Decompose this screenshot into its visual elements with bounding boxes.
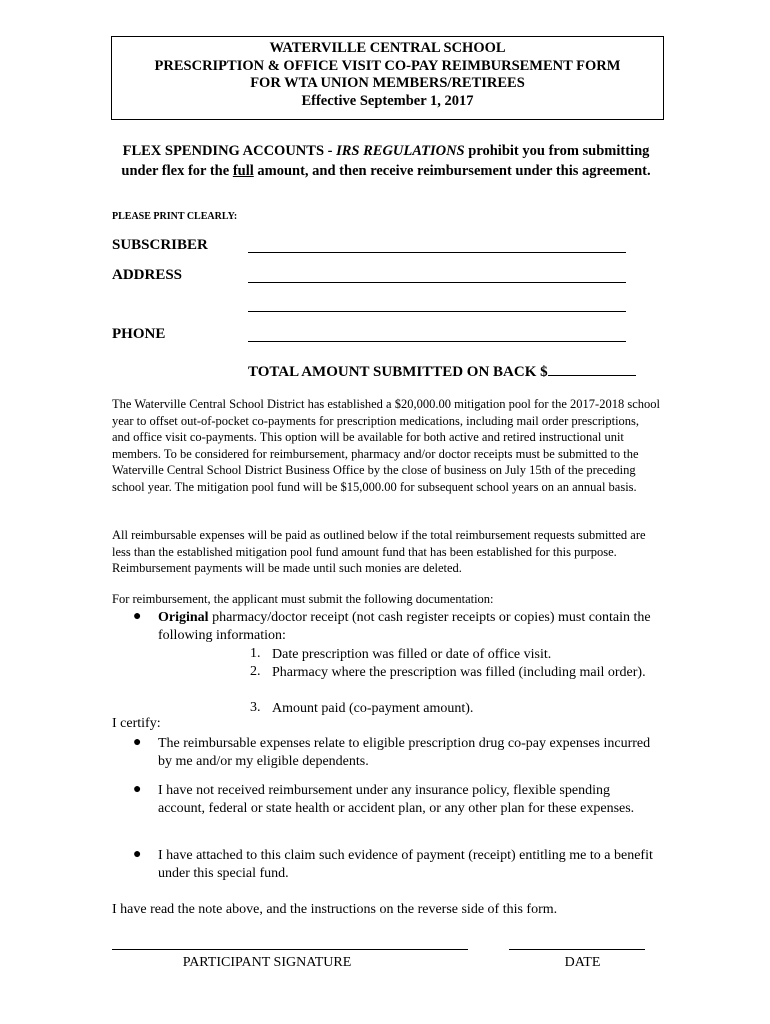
full-underlined: full (232, 163, 254, 179)
address-field-line-2[interactable] (248, 311, 626, 312)
list-number: 3. (250, 700, 261, 715)
certify-label: I certify: (112, 716, 161, 731)
form-header (111, 36, 664, 120)
list-number: 2. (250, 664, 261, 679)
original-receipt-item: Original pharmacy/doctor receipt (not cash register receipts or copies) must contain the following information: (158, 610, 651, 643)
print-clearly-label: PLEASE PRINT CLEARLY: (112, 211, 238, 222)
school-name: WATERVILLE CENTRAL SCHOOL (269, 40, 506, 56)
date-label: DATE (564, 955, 601, 970)
address-field-line-1[interactable] (248, 282, 626, 283)
participant-signature-field[interactable] (112, 949, 468, 950)
certify-item: I have attached to this claim such evidence of payment (receipt) entitling me to a benefit under this special fund. (158, 848, 653, 881)
total-amount-field[interactable] (548, 361, 636, 376)
requirement-amount: Amount paid (co-payment amount). (272, 701, 474, 716)
certify-item: I have not received reimbursement under any insurance policy, flexible spending account, federal or state health or accident plan, or any other plan for these expenses. (158, 783, 635, 816)
phone-field[interactable] (248, 341, 626, 342)
flex-spending-notice: FLEX SPENDING ACCOUNTS - IRS REGULATIONS prohibit you from submitting under flex for the full amount, and then receive reimbursement under this agreement. (121, 143, 651, 179)
bullet-icon: ● (133, 735, 142, 750)
requirement-date: Date prescription was filled or date of office visit. (272, 647, 552, 662)
subscriber-label: SUBSCRIBER (112, 237, 208, 253)
requirement-pharmacy: Pharmacy where the prescription was filled (including mail order). (272, 665, 646, 680)
bullet-icon: ● (133, 847, 142, 862)
reimbursable-expenses-paragraph: All reimbursable expenses will be paid as outlined below if the total reimbursement requests submitted are less than the established mitigation pool fund amount fund that has been established for this purpose. Reimbursement payments will be made until such monies are deleted. (112, 528, 646, 575)
phone-label: PHONE (112, 326, 166, 342)
total-amount-row (248, 361, 636, 381)
certify-item: The reimbursable expenses relate to eligible prescription drug co-pay expenses incurred by me and/or my eligible dependents. (158, 736, 651, 769)
effective-date: Effective September 1, 2017 (301, 92, 474, 109)
list-number: 1. (250, 646, 261, 661)
subscriber-field[interactable] (248, 252, 626, 253)
participant-signature-label: PARTICIPANT SIGNATURE (182, 955, 352, 970)
original-bold: Original (158, 610, 209, 625)
form-title: PRESCRIPTION & OFFICE VISIT CO-PAY REIMBURSEMENT FORM (154, 57, 621, 74)
form-audience: FOR WTA UNION MEMBERS/RETIREES (250, 75, 525, 91)
bullet-icon: ● (133, 609, 142, 624)
date-field[interactable] (509, 949, 645, 950)
mitigation-pool-paragraph: The Waterville Central School District has established a $20,000.00 mitigation pool for the 2017-2018 school year to offset out-of-pocket co-payments for prescription medications, including mail order prescriptions, and office visit co-payments. This option will be available for both active and retired instructional unit members. To be considered for reimbursement, pharmacy and/or doctor receipts must be submitted to the Waterville Central School District Business Office by the close of business on July 15th of the preceding school year. The mitigation pool fund will be $15,000.00 for subsequent school years on an annual basis. (112, 397, 660, 494)
total-amount-label: TOTAL AMOUNT SUBMITTED ON BACK $ (248, 364, 548, 380)
documentation-intro: For reimbursement, the applicant must submit the following documentation: (112, 592, 494, 606)
irs-regulations: IRS REGULATIONS (336, 143, 465, 159)
acknowledgement-note: I have read the note above, and the instructions on the reverse side of this form. (112, 902, 558, 917)
address-label: ADDRESS (112, 267, 183, 283)
bullet-icon: ● (133, 782, 142, 797)
